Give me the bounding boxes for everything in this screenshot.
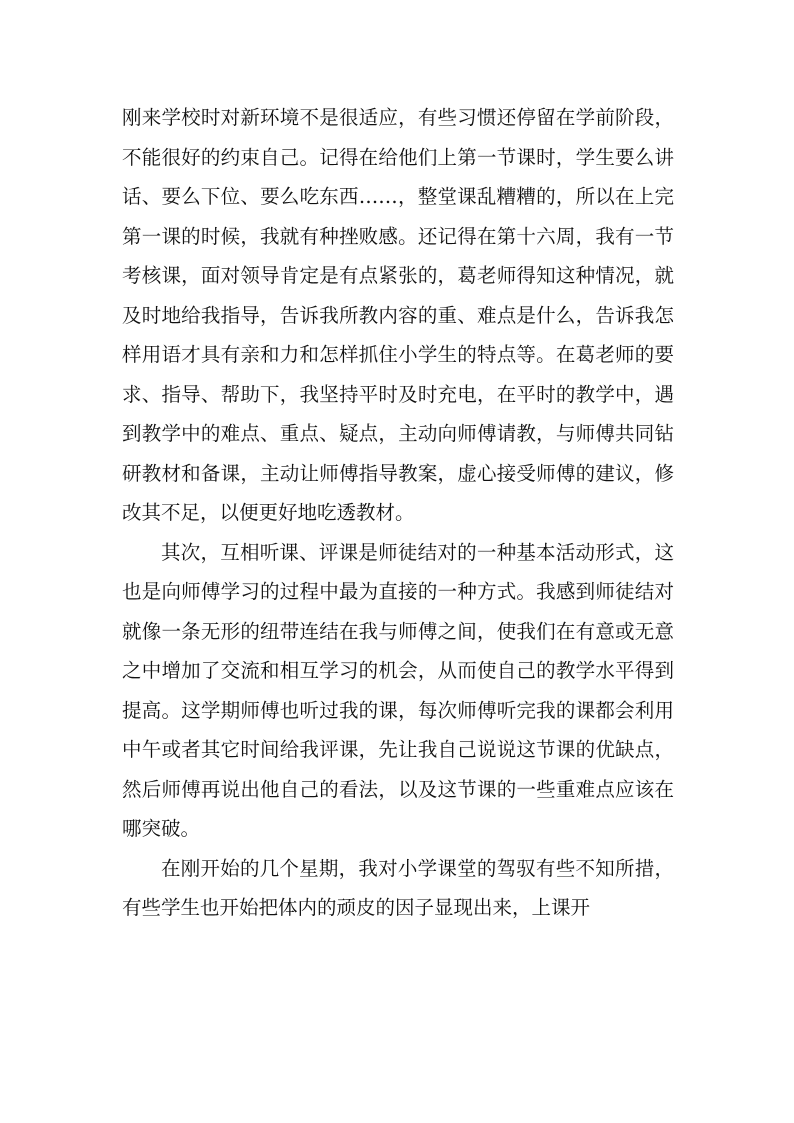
document-body xyxy=(122,98,674,928)
paragraph-first-weeks: 在刚开始的几个星期，我对小学课堂的驾驭有些不知所措，有些学生也开始把体内的顽皮的因子显现出来，上课开 xyxy=(122,856,674,919)
paragraph-listening-evaluation: 其次，互相听课、评课是师徒结对的一种基本活动形式，这也是向师傅学习的过程中最为直接的一种方式。我感到师徒结对就像一条无形的纽带连结在我与师傅之间，使我们在有意或无意之中增加了交流和相互学习的机会，从而使自己的教学水平得到提高。这学期师傅也听过我的课，每次师傅听完我的课都会利用中午或者其它时间给我评课，先让我自己说说这节课的优缺点，然后师傅再说出他自己的看法，以及这节课的一些重难点应该在哪突破。 xyxy=(122,540,674,840)
paragraph-continuation: 刚来学校时对新环境不是很适应，有些习惯还停留在学前阶段，不能很好的约束自己。记得在给他们上第一节课时，学生要么讲话、要么下位、要么吃东西……，整堂课乱糟糟的，所以在上完第一课的时候，我就有种挫败感。还记得在第十六周，我有一节考核课，面对领导肯定是有点紧张的，葛老师得知这种情况，就及时地给我指导，告诉我所教内容的重、难点是什么，告诉我怎样用语才具有亲和力和怎样抓住小学生的特点等。在葛老师的要求、指导、帮助下，我坚持平时及时充电，在平时的教学中，遇到教学中的难点、重点、疑点，主动向师傅请教，与师傅共同钻研教材和备课，主动让师傅指导教案，虚心接受师傅的建议，修改其不足，以便更好地吃透教材。 xyxy=(122,106,674,524)
